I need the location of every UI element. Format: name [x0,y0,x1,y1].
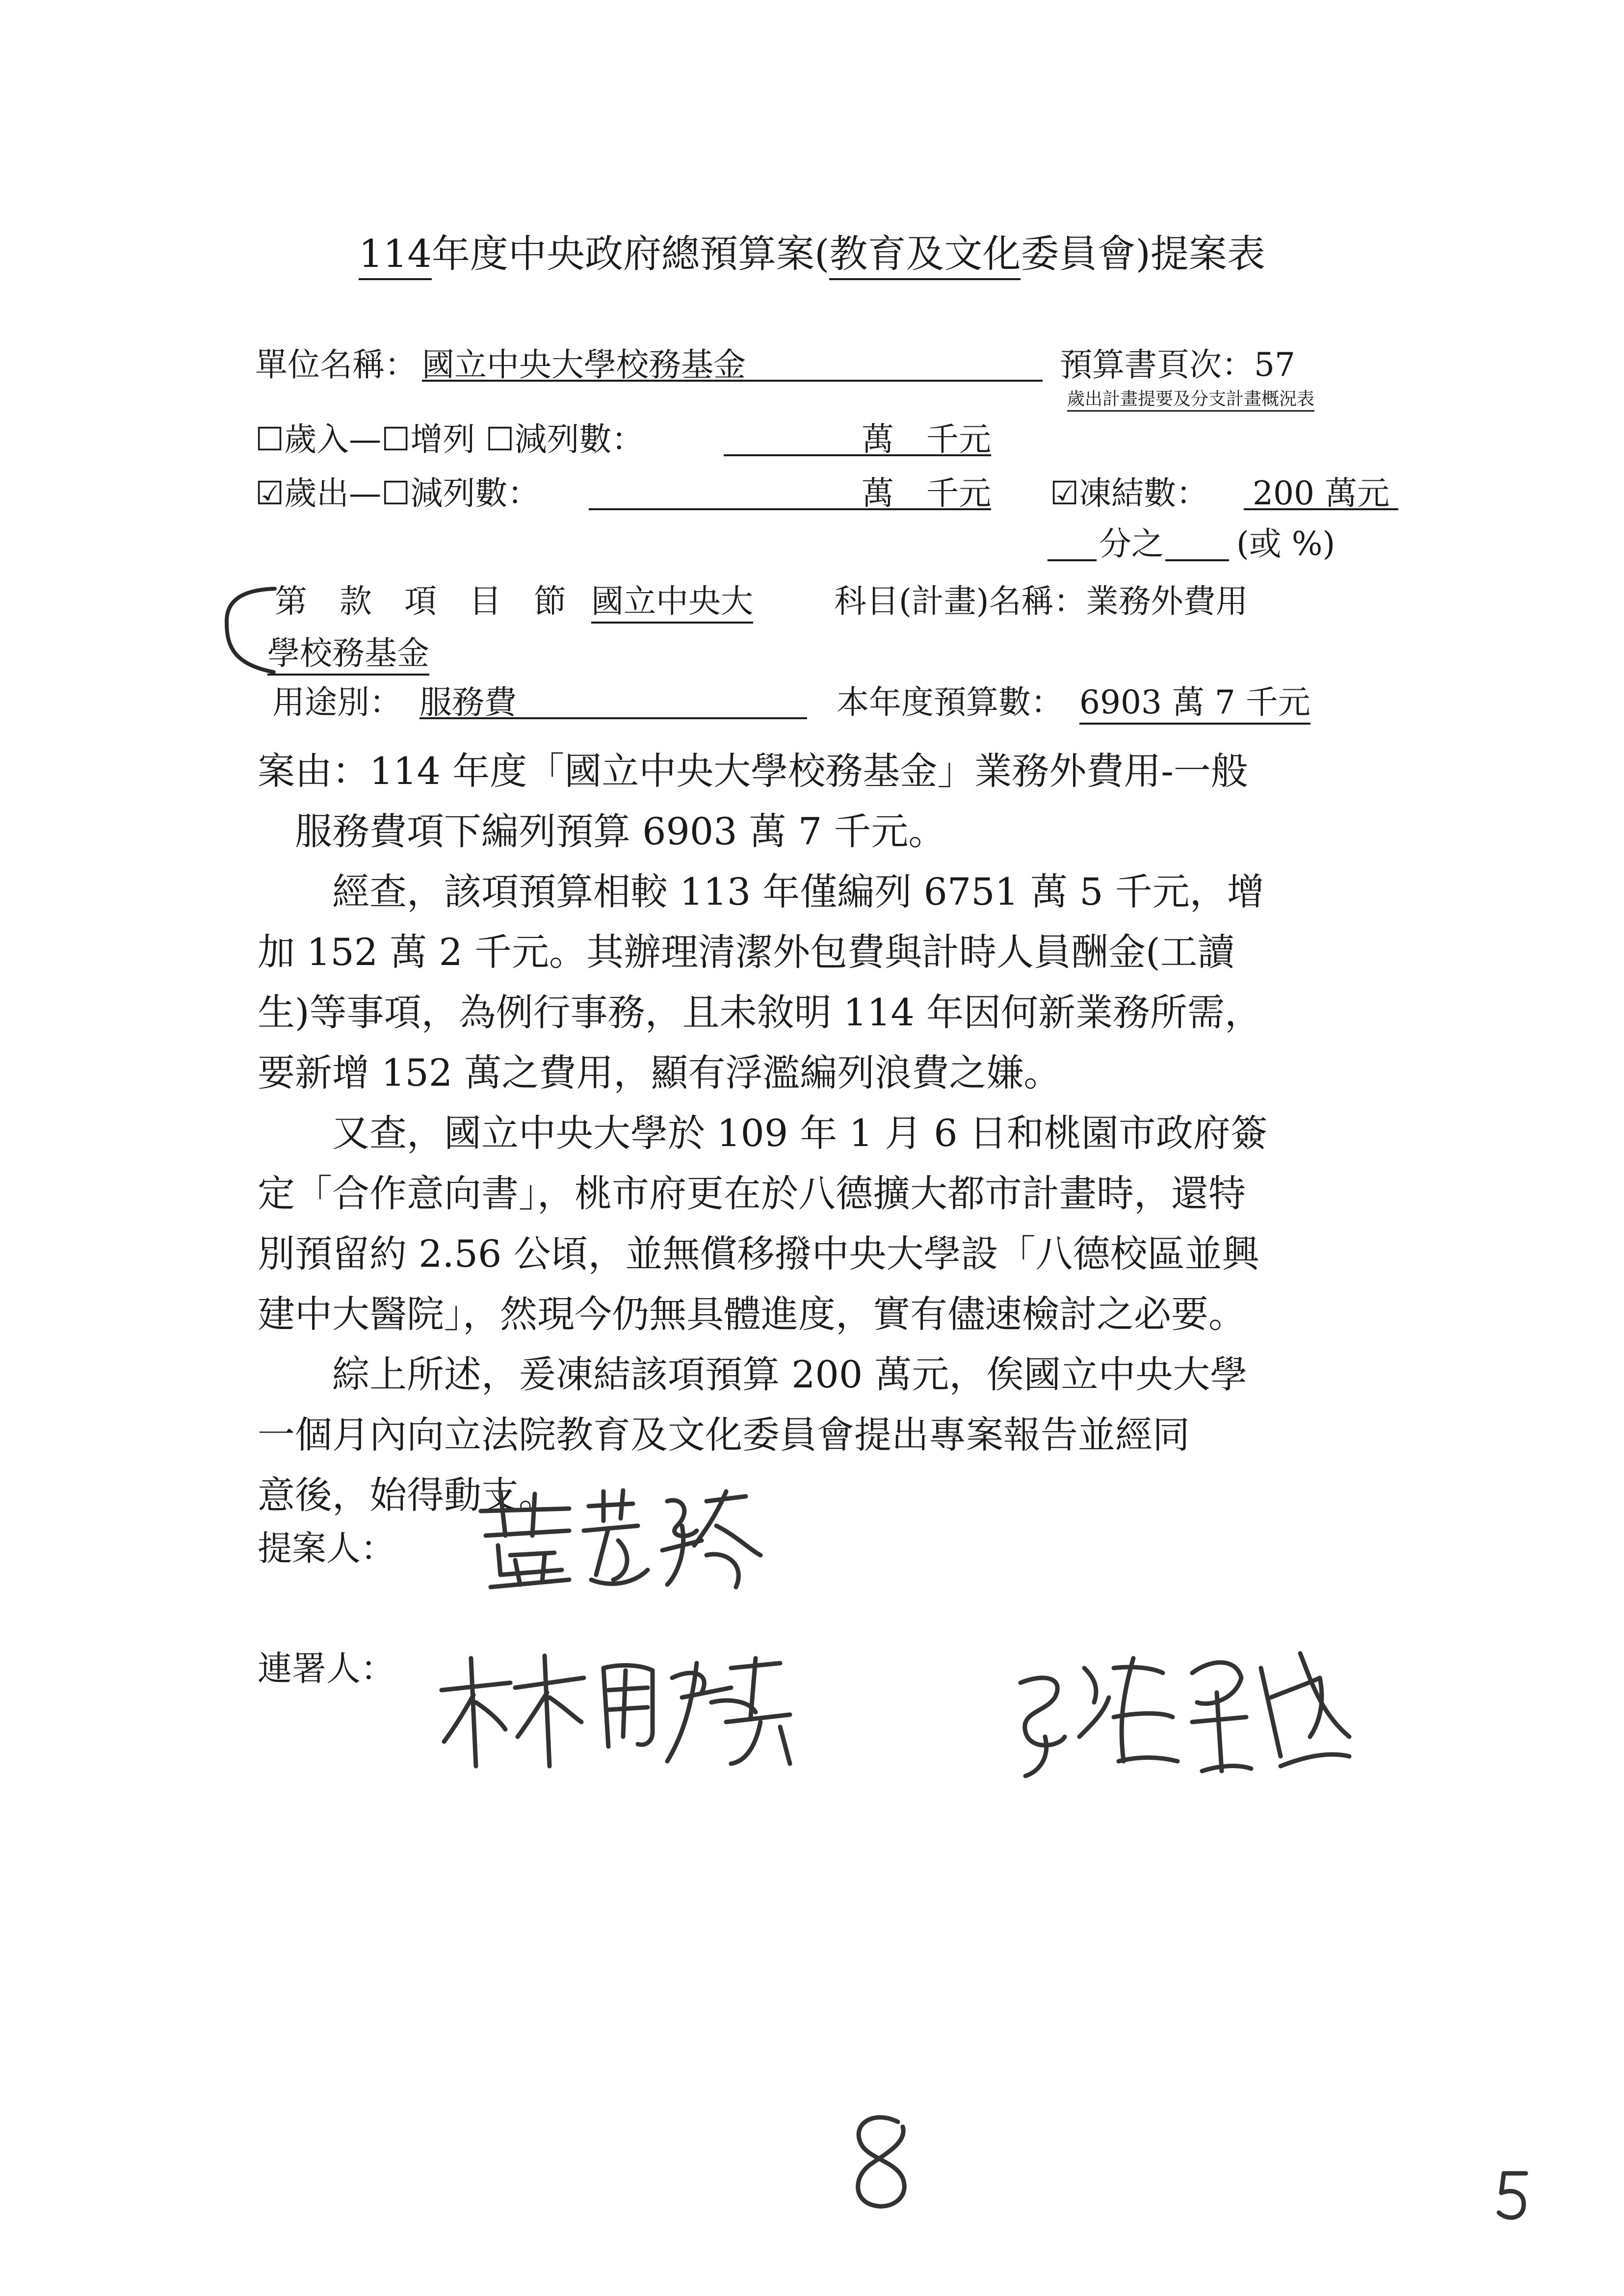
case-line: 建中大醫院」，然現今仍無具體進度，實有儘速檢討之必要。 [258,1292,1246,1336]
budget-value: 6903 萬 7 千元 [1079,676,1310,725]
usage-label: 用途別： [272,683,402,721]
proposer-signature [471,1482,775,1594]
case-line: 服務費項下編列預算 6903 萬 7 千元。 [258,809,946,853]
item-prefix: 第 款 項 目 節 [275,582,566,620]
title-suffix: 委員會)提案表 [1021,232,1265,276]
page-reference-note: 歲出計畫提要及分支計畫概況表 [1067,385,1314,412]
handwritten-page-number [839,2110,922,2213]
case-line: 要新增 152 萬之費用，顯有浮濫編列浪費之嫌。 [258,1051,1061,1095]
expenditure-checkboxes: ☑歲出—☐減列數： [255,474,540,512]
page-title [0,223,1624,278]
page-reference: 預算書頁次：57 [1060,346,1295,384]
percentage-text: (或 %) [1236,525,1336,563]
section-value-continued: 學校務基金 [267,627,429,676]
title-committee: 教育及文化 [829,232,1021,280]
handwritten-bracket [216,579,285,682]
case-line: 定「合作意向書」，桃市府更在於八德擴大都市計畫時，還特 [258,1172,1246,1215]
freeze-label: ☑凍結數： [1050,474,1209,512]
case-line: 案由：114 年度「國立中央大學校務基金」業務外費用-一般 [258,749,1248,793]
usage-value: 服務費 [419,676,807,719]
case-line: 別預留約 2.56 公頃，並無償移撥中央大學設「八德校區並興 [258,1232,1259,1276]
subject-name: 科目(計畫)名稱：業務外費用 [834,582,1248,620]
handwritten-corner-number [1492,2166,1536,2225]
case-line: 綜上所述，爰凍結該項預算 200 萬元，俟國立中央大學 [258,1353,1248,1396]
case-body [258,741,1268,1525]
cosigner-signature-2 [1006,1639,1369,1786]
case-line: 又查，國立中央大學於 109 年 1 月 6 日和桃園市政府簽 [258,1111,1268,1155]
revenue-amount: 萬 千元 [724,413,991,456]
fraction-blank-2 [1165,559,1229,561]
freeze-amount: 200 萬元 [1244,467,1398,510]
fraction-text: 分之 [1099,525,1164,563]
unit-value: 國立中央大學校務基金 [422,339,1043,382]
section-value: 國立中央大 [591,575,753,624]
revenue-checkboxes: ☐歲入—☐增列 ☐減列數： [255,420,644,458]
expenditure-amount: 萬 千元 [589,467,991,510]
title-middle: 年度中央政府總預算案( [432,232,830,276]
case-line: 加 152 萬 2 千元。其辦理清潔外包費與計時人員酬金(工讀 [258,930,1235,974]
case-line: 一個月內向立法院教育及文化委員會提出專案報告並經同 [258,1413,1190,1457]
case-line: 經查，該項預算相較 113 年僅編列 6751 萬 5 千元，增 [258,870,1264,913]
budget-label: 本年度預算數： [837,683,1063,721]
fraction-blank-1 [1048,559,1097,561]
cosigner-signature-1 [437,1648,829,1771]
cosigner-label: 連署人： [258,1648,395,1689]
case-line: 意後，始得動支。 [258,1473,556,1517]
unit-label: 單位名稱： [255,346,417,384]
proposer-label: 提案人： [258,1528,395,1568]
title-year: 114 [359,232,432,280]
case-line: 生)等事項，為例行事務，且未敘明 114 年因何新業務所需， [258,991,1262,1034]
